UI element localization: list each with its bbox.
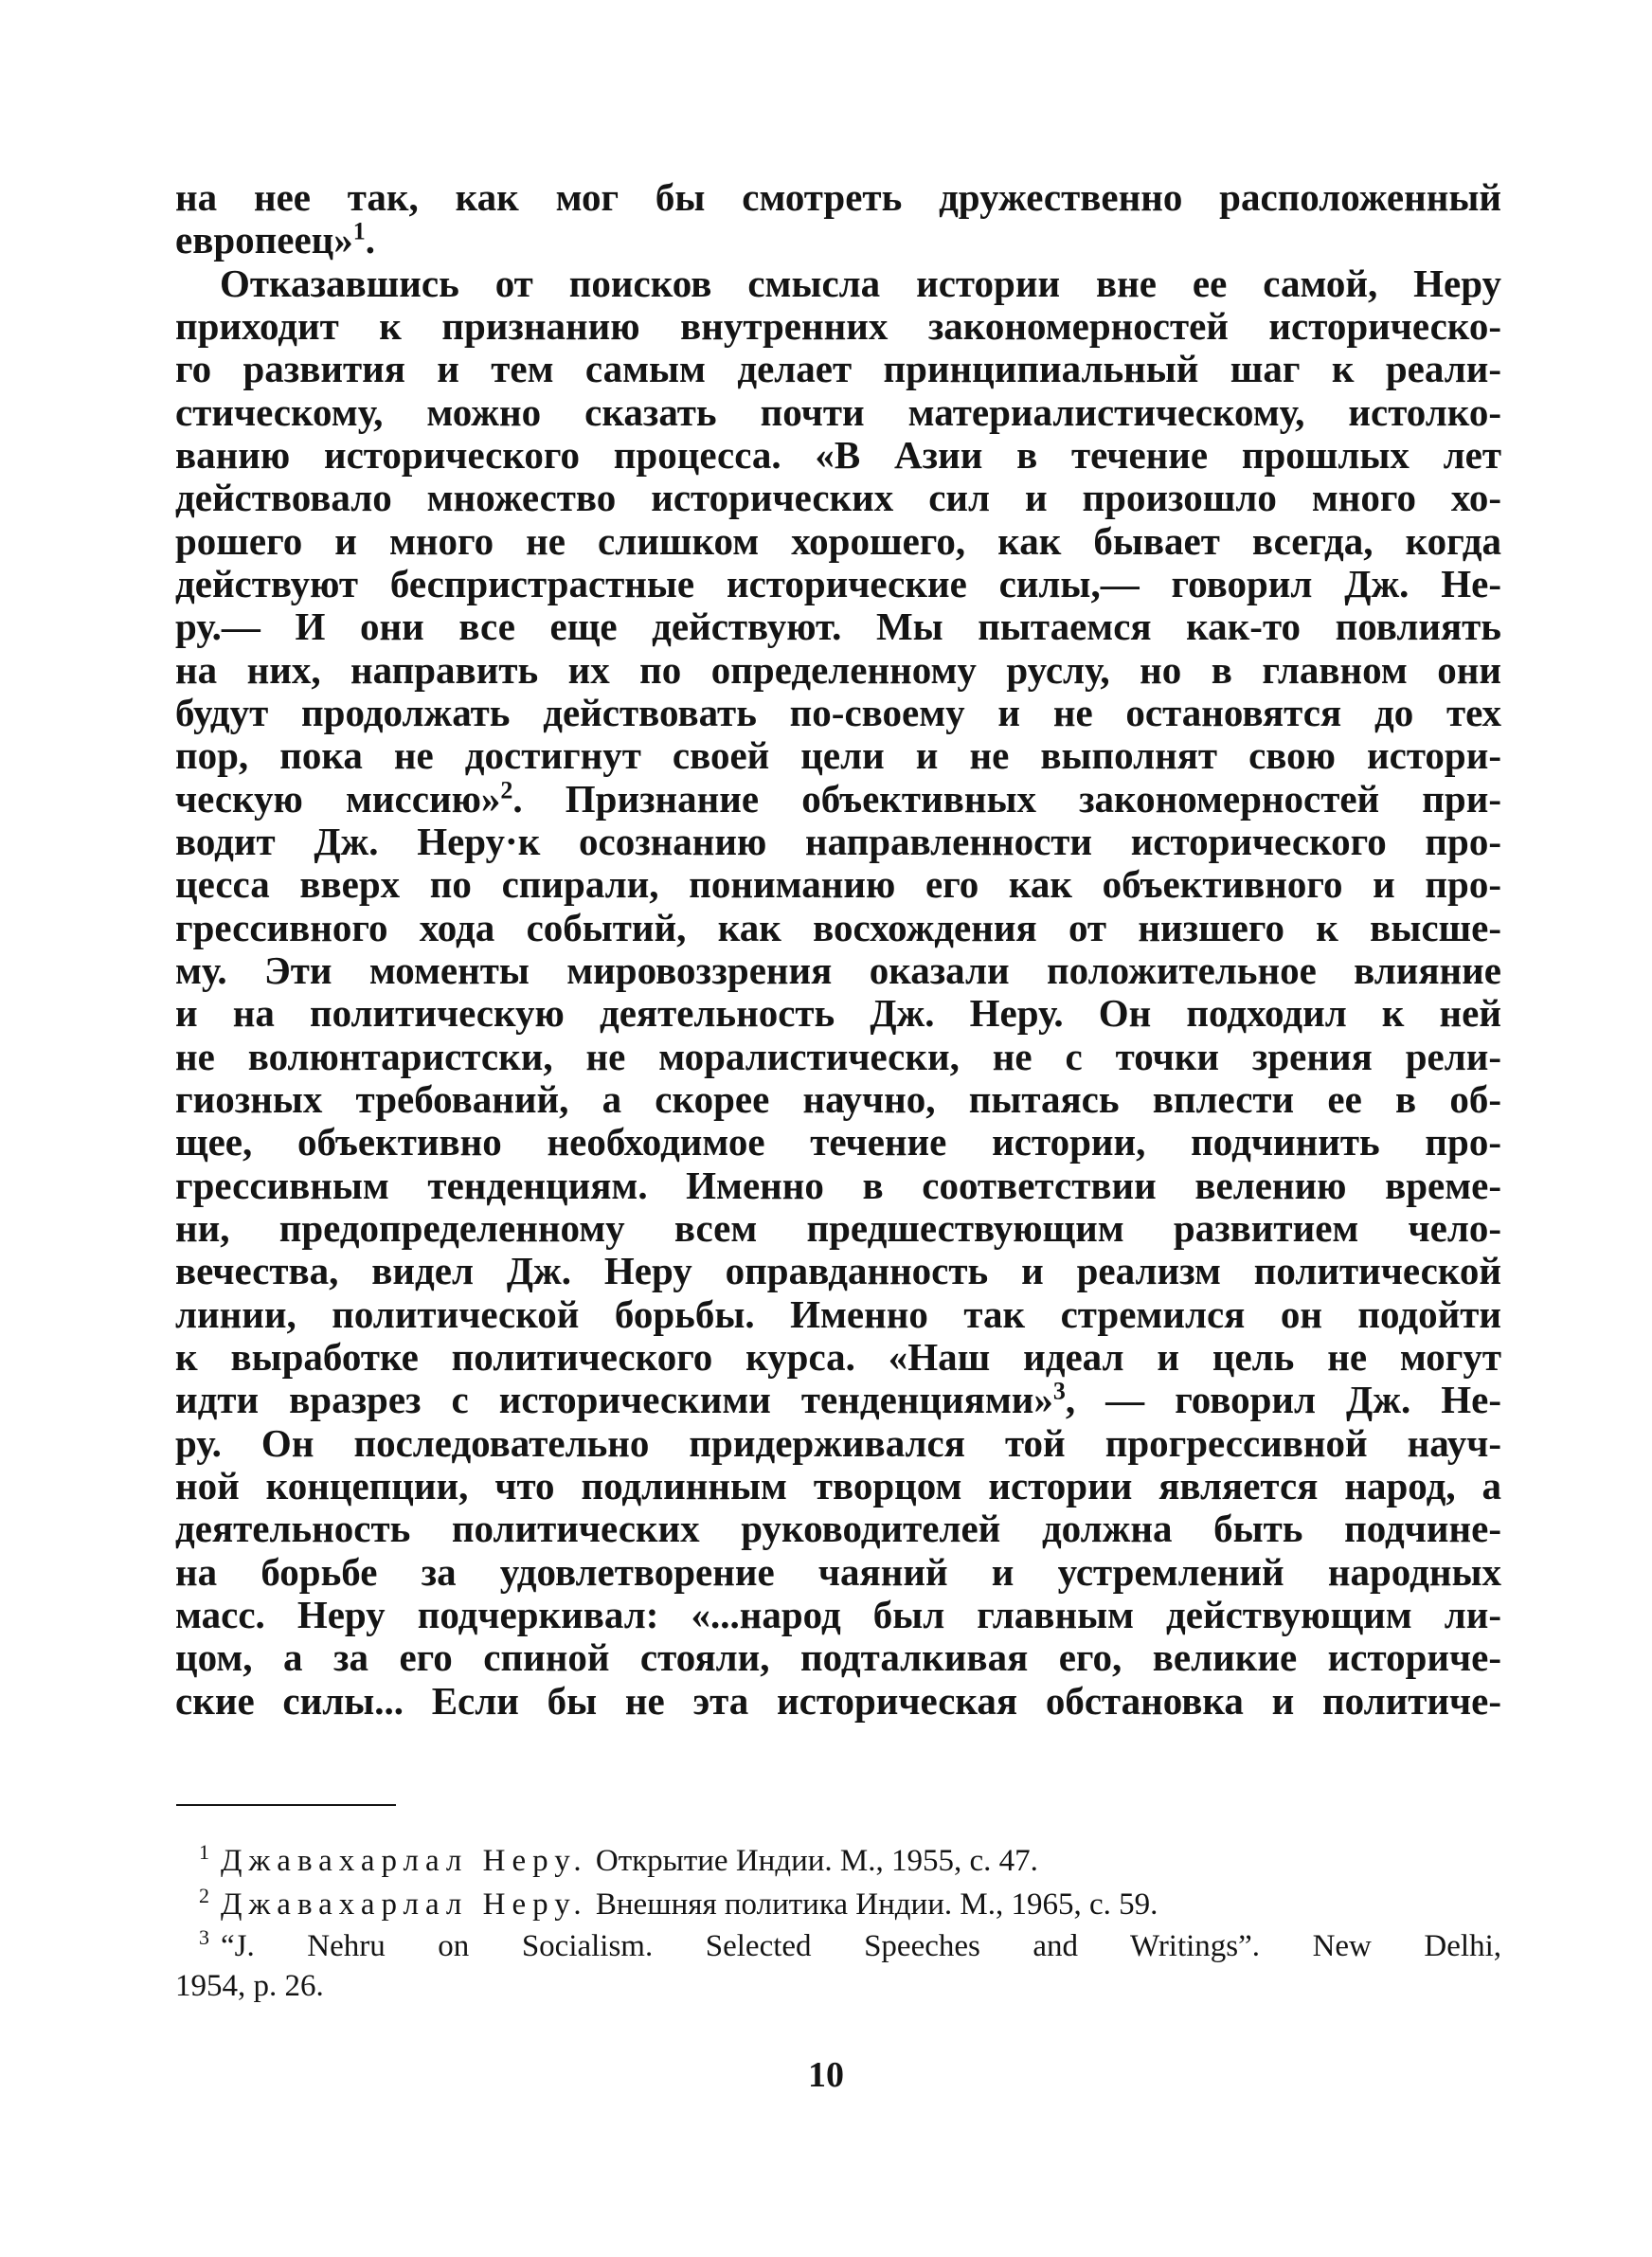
body-line-7: ванию исторического процесса. «В Азии в течение прошлых лет <box>175 433 1501 477</box>
body-line-6: стическому, можно сказать почти материалистическому, истолко- <box>175 390 1501 434</box>
footnote-ref-2: 2 <box>500 776 513 804</box>
body-line-9: рошего и много не слишком хорошего, как бывает всегда, когда <box>175 519 1501 563</box>
footnote-1 <box>199 1842 1038 1880</box>
body-line-2: европеец»$^1$. <box>175 217 376 262</box>
body-line-31: ной концепции, что подлинным творцом истории является народ, а <box>175 1464 1501 1508</box>
footnote-number: 3 <box>199 1925 209 1949</box>
body-line-32: деятельность политических руководителей должна быть подчине- <box>175 1507 1501 1550</box>
body-line-4: приходит к признанию внутренних закономерностей историческо- <box>175 304 1501 348</box>
body-line-13: будут продолжать действовать по-своему и не остановятся до тех <box>175 691 1501 734</box>
body-line-27: линии, политической борьбы. Именно так стремился он подойти <box>175 1292 1501 1336</box>
body-line-22: гиозных требований, а скорее научно, пытаясь вплести ее в об- <box>175 1077 1501 1121</box>
body-line-11: ру.— И они все еще действуют. Мы пытаемся как-то повлиять <box>175 605 1501 648</box>
body-line-28: к выработке политического курса. «Наш идеал и цель не могут <box>175 1335 1501 1379</box>
body-line-34: масс. Неру подчеркивал: «...народ был главным действующим ли- <box>175 1593 1501 1636</box>
body-line-25: ни, предопределенному всем предшествующим развитием чело- <box>175 1206 1501 1250</box>
footnote-ref-1: 1 <box>352 217 366 245</box>
body-line-5: го развития и тем самым делает принципиальный шаг к реали- <box>175 347 1501 390</box>
footnote-author: Джавахарлал Неру. <box>221 1844 588 1878</box>
body-line-12: на них, направить их по определенному руслу, но в главном они <box>175 648 1501 692</box>
body-text: европеец» <box>175 218 353 262</box>
body-line-26: вечества, видел Дж. Неру оправданность и реализм политической <box>175 1249 1501 1292</box>
body-line-14: пор, пока не достигнут своей цели и не выполнят свою истори- <box>175 733 1501 777</box>
body-line-35: цом, а за его спиной стояли, подталкивая его, великие историче- <box>175 1635 1501 1679</box>
body-text: , — говорил Дж. Не- <box>1065 1378 1501 1421</box>
body-line-3: Отказавшись от поисков смысла истории вне ее самой, Неру <box>220 262 1501 305</box>
body-line-24: грессивным тенденциям. Именно в соответствии велению време- <box>175 1164 1501 1207</box>
body-line-16: водит Дж. Неру·к осознанию направленности исторического про- <box>175 820 1501 863</box>
footnote-ref-3: 3 <box>1052 1377 1066 1405</box>
body-line-19: му. Эти моменты мировоззрения оказали положительное влияние <box>175 948 1501 992</box>
body-line-30: ру. Он последовательно придерживался той прогрессивной науч- <box>175 1421 1501 1465</box>
body-line-15 <box>175 777 1501 821</box>
footnote-number: 2 <box>199 1884 209 1907</box>
body-text: ческую миссию» <box>175 777 501 821</box>
footnote-text: Открытие Индии. М., 1955, с. 47. <box>595 1844 1038 1878</box>
body-line-10: действуют беспристрастные исторические силы,— говорил Дж. Не- <box>175 562 1501 605</box>
body-text: идти вразрез с историческими тенденциями» <box>175 1378 1053 1421</box>
footnote-3-continuation: 1954, p. 26. <box>175 1969 324 2003</box>
body-line-8: действовало множество исторических сил и произошло много хо- <box>175 476 1501 519</box>
footnote-separator <box>176 1804 396 1806</box>
body-line-17: цесса вверх по спирали, пониманию его как объективного и про- <box>175 862 1501 906</box>
footnote-text: Внешняя политика Индии. М., 1965, с. 59. <box>595 1887 1158 1922</box>
body-line-20: и на политическую деятельность Дж. Неру. Он подходил к ней <box>175 991 1501 1035</box>
body-line-36: ские силы... Если бы не эта историческая обстановка и политиче- <box>175 1679 1501 1723</box>
body-text: . Признание объективных закономерностей при- <box>512 777 1501 821</box>
footnote-author: Джавахарлал Неру. <box>221 1887 588 1922</box>
footnote-2 <box>199 1886 1158 1923</box>
body-line-29 <box>175 1378 1501 1421</box>
body-line-33: на борьбе за удовлетворение чаяний и устремлений народных <box>175 1550 1501 1594</box>
body-line-21: не волюнтаристски, не моралистически, не с точки зрения рели- <box>175 1035 1501 1078</box>
footnote-text: “J. Nehru on Socialism. Selected Speeches and Writings”. New Delhi, <box>221 1929 1501 1963</box>
body-line-1: на нее так, как мог бы смотреть дружественно расположенный <box>175 175 1501 219</box>
body-line-18: грессивного хода событий, как восхождения от низшего к высше- <box>175 906 1501 949</box>
body-line-23: щее, объективно необходимое течение истории, подчинить про- <box>175 1120 1501 1164</box>
page-number: 10 <box>808 2055 844 2095</box>
footnote-number: 1 <box>199 1840 209 1864</box>
footnote-3 <box>199 1927 1501 1965</box>
